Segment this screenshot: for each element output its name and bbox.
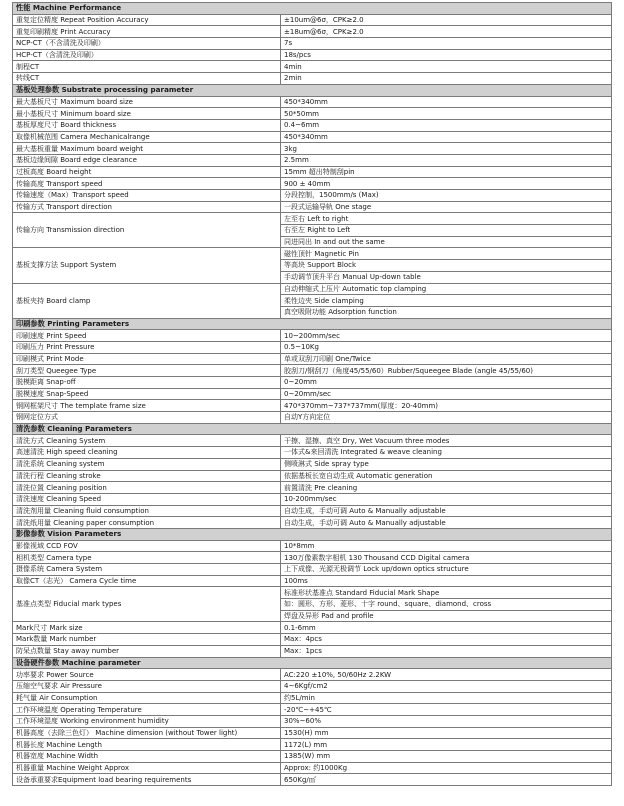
spec-label: 清洗纸用量 Cleaning paper consumption [13, 517, 281, 529]
spec-value: 0.1-6mm [281, 622, 612, 634]
spec-value: 标准形状基准点 Standard Fiducial Mark Shape [281, 587, 612, 599]
spec-value: 约5L/min [281, 692, 612, 704]
spec-row [13, 587, 612, 599]
spec-row [13, 119, 612, 131]
spec-value: 柔性边夹 Side clamping [281, 295, 612, 307]
spec-value: 干擦、湿擦、真空 Dry, Wet Vacuum three modes [281, 435, 612, 447]
spec-row [13, 330, 612, 342]
spec-value: 手动调节顶升平台 Manual Up-down table [281, 271, 612, 283]
spec-row [13, 645, 612, 657]
spec-row [13, 470, 612, 482]
spec-row [13, 190, 612, 202]
spec-label: Mark尺寸 Mark size [13, 622, 281, 634]
spec-label: 重复定位精度 Repeat Position Accuracy [13, 14, 281, 26]
spec-label: 脱模速度 Snap-Speed [13, 388, 281, 400]
spec-label: 转线CT [13, 73, 281, 85]
spec-row [13, 73, 612, 85]
spec-value: 等高块 Support Block [281, 260, 612, 272]
spec-label: 清洗系统 Cleaning system [13, 458, 281, 470]
spec-value: 自动伸缩式上压片 Automatic top clamping [281, 283, 612, 295]
spec-value: -20℃~+45℃ [281, 704, 612, 716]
spec-value: 450*340mm [281, 131, 612, 143]
spec-value: Max：1pcs [281, 645, 612, 657]
spec-label: 过板高度 Board height [13, 166, 281, 178]
section-header-row [13, 84, 612, 96]
section-header-row [13, 657, 612, 669]
spec-label: 脱模距离 Snap-off [13, 377, 281, 389]
spec-label: 制程CT [13, 61, 281, 73]
spec-value: 磁性顶针 Magnetic Pin [281, 248, 612, 260]
spec-row [13, 564, 612, 576]
spec-row [13, 715, 612, 727]
spec-label: 清洗速度 Cleaning Speed [13, 493, 281, 505]
spec-label: 传输高度 Transport speed [13, 178, 281, 190]
spec-value: 同进同出 In and out the same [281, 236, 612, 248]
section-header: 清洗参数 Cleaning Parameters [13, 423, 612, 435]
spec-row [13, 447, 612, 459]
spec-label: 刮刀类型 Queegee Type [13, 365, 281, 377]
spec-value: Max：4pcs [281, 634, 612, 646]
spec-value: 7s [281, 38, 612, 50]
spec-row [13, 400, 612, 412]
spec-label: 机器宽度 Machine Width [13, 751, 281, 763]
spec-label: 取像机械范围 Camera Mechanicalrange [13, 131, 281, 143]
spec-value: 一体式&来回清洗 Integrated & weave cleaning [281, 447, 612, 459]
spec-sheet [12, 2, 611, 786]
spec-value: 30%~60% [281, 715, 612, 727]
spec-label: 基板夹持 Board clamp [13, 283, 281, 318]
spec-label: 设备承重要求Equipment load bearing requirements [13, 774, 281, 786]
spec-row [13, 727, 612, 739]
spec-value: 一段式运输导轨 One stage [281, 201, 612, 213]
spec-row [13, 739, 612, 751]
spec-row [13, 517, 612, 529]
spec-row [13, 622, 612, 634]
spec-value: 450*340mm [281, 96, 612, 108]
spec-label: NCP-CT（不含清洗及印刷） [13, 38, 281, 50]
spec-row [13, 248, 612, 260]
section-header: 设备硬件参数 Machine parameter [13, 657, 612, 669]
spec-label: 传输速度（Max）Transport speed [13, 190, 281, 202]
spec-value: 1385(W) mm [281, 751, 612, 763]
spec-label: 印刷模式 Print Mode [13, 353, 281, 365]
spec-label: 工作环境温度 Operating Temperature [13, 704, 281, 716]
spec-value: 1530(H) mm [281, 727, 612, 739]
spec-row [13, 377, 612, 389]
spec-value: AC:220 ±10%, 50/60Hz 2.2KW [281, 669, 612, 681]
spec-row [13, 704, 612, 716]
spec-label: 基板支撑方法 Support System [13, 248, 281, 283]
spec-row [13, 96, 612, 108]
spec-label: 最大基板尺寸 Maximum board size [13, 96, 281, 108]
spec-value: 0.4~6mm [281, 119, 612, 131]
spec-value: 真空吸附功能 Adsorption function [281, 306, 612, 318]
spec-row [13, 634, 612, 646]
spec-value: 2.5mm [281, 154, 612, 166]
spec-row [13, 131, 612, 143]
section-header: 基板处理参数 Substrate processing parameter [13, 84, 612, 96]
spec-value: 10*8mm [281, 540, 612, 552]
spec-row [13, 575, 612, 587]
spec-label: 机器重量 Machine Weight Approx [13, 762, 281, 774]
spec-label: 钢网框架尺寸 The template frame size [13, 400, 281, 412]
spec-value: 自动生成，手动可调 Auto & Manually adjustable [281, 517, 612, 529]
spec-value: 单或双刮刀印刷 One/Twice [281, 353, 612, 365]
spec-label: 机器长度 Machine Length [13, 739, 281, 751]
spec-label: 印刷速度 Print Speed [13, 330, 281, 342]
spec-value: ±10um@6σ，CPK≥2.0 [281, 14, 612, 26]
spec-label: 高速清洗 High speed cleaning [13, 447, 281, 459]
spec-value: 50*50mm [281, 108, 612, 120]
spec-value: 0~20mm [281, 377, 612, 389]
spec-label: 最大基板重量 Maximum board weight [13, 143, 281, 155]
spec-row [13, 341, 612, 353]
spec-label: 压缩空气要求 Air Pressure [13, 680, 281, 692]
spec-label: 重复印刷精度 Print Accuracy [13, 26, 281, 38]
spec-value: 10~200mm/sec [281, 330, 612, 342]
spec-label: 摄像系统 Camera System [13, 564, 281, 576]
spec-label: 机器高度（去除三色灯） Machine dimension (without Tower light) [13, 727, 281, 739]
spec-row [13, 143, 612, 155]
spec-value: 1172(L) mm [281, 739, 612, 751]
spec-row [13, 353, 612, 365]
spec-value: 15mm 超出特制刮pin [281, 166, 612, 178]
spec-value: 侧喷淋式 Side spray type [281, 458, 612, 470]
spec-row [13, 108, 612, 120]
spec-label: Mark数量 Mark number [13, 634, 281, 646]
spec-value: Approx: 约1000Kg [281, 762, 612, 774]
spec-row [13, 26, 612, 38]
section-header-row [13, 528, 612, 540]
spec-label: 工作环境湿度 Working environment humidity [13, 715, 281, 727]
spec-label: 基准点类型 Fiducial mark types [13, 587, 281, 622]
spec-label: 功率要求 Power Source [13, 669, 281, 681]
spec-value: 依据基板长宽自动生成 Automatic generation [281, 470, 612, 482]
spec-value: 900 ± 40mm [281, 178, 612, 190]
spec-row [13, 283, 612, 295]
spec-table-body [13, 3, 612, 786]
spec-value: 前置清洗 Pre cleaning [281, 482, 612, 494]
spec-value: 左至右 Left to right [281, 213, 612, 225]
spec-value: ±18um@6σ，CPK≥2.0 [281, 26, 612, 38]
spec-row [13, 762, 612, 774]
spec-value: 右至左 Right to Left [281, 225, 612, 237]
spec-label: 影像视域 CCD FOV [13, 540, 281, 552]
spec-label: 印刷压力 Print Pressure [13, 341, 281, 353]
spec-value: 胶刮刀/钢刮刀（角度45/55/60）Rubber/Squeegee Blade (angle 45/55/60) [281, 365, 612, 377]
spec-row [13, 49, 612, 61]
spec-label: 清洗方式 Cleaning System [13, 435, 281, 447]
spec-value: 0~20mm/sec [281, 388, 612, 400]
spec-value: 自动Y方向定位 [281, 412, 612, 424]
section-header-row [13, 423, 612, 435]
spec-row [13, 388, 612, 400]
spec-row [13, 680, 612, 692]
spec-row [13, 166, 612, 178]
spec-label: 最小基板尺寸 Minimum board size [13, 108, 281, 120]
spec-label: 传输方式 Transport direction [13, 201, 281, 213]
spec-row [13, 493, 612, 505]
spec-value: 2min [281, 73, 612, 85]
spec-value: 上下成像、光源无极调节 Lock up/down optics structure [281, 564, 612, 576]
section-header-row [13, 318, 612, 330]
spec-label: 基板边缘间隙 Board edge clearance [13, 154, 281, 166]
spec-row [13, 774, 612, 786]
spec-value: 3kg [281, 143, 612, 155]
spec-row [13, 178, 612, 190]
spec-row [13, 458, 612, 470]
spec-value: 4~6Kgf/cm2 [281, 680, 612, 692]
spec-label: 钢网定位方式 [13, 412, 281, 424]
spec-label: 耗气量 Air Consumption [13, 692, 281, 704]
spec-row [13, 692, 612, 704]
spec-row [13, 365, 612, 377]
spec-value: 130万像素数字相机 130 Thousand CCD Digital camera [281, 552, 612, 564]
spec-row [13, 14, 612, 26]
spec-label: 基板厚度尺寸 Board thickness [13, 119, 281, 131]
spec-value: 如：圆形、方形、菱形、十字 round、square、diamond、cross [281, 599, 612, 611]
spec-value: 470*370mm~737*737mm(厚度：20-40mm) [281, 400, 612, 412]
spec-row [13, 435, 612, 447]
section-header: 影像参数 Vision Parameters [13, 528, 612, 540]
spec-row [13, 751, 612, 763]
spec-table [12, 2, 612, 786]
spec-value: 18s/pcs [281, 49, 612, 61]
spec-label: 传输方向 Transmission direction [13, 213, 281, 248]
spec-label: 相机类型 Camera type [13, 552, 281, 564]
spec-label: 清洗行程 Cleaning stroke [13, 470, 281, 482]
section-header: 性能 Machine Performance [13, 3, 612, 15]
spec-label: 防呆点数量 Stay away number [13, 645, 281, 657]
spec-value: 650Kg/㎡ [281, 774, 612, 786]
spec-label: HCP-CT（含清洗及印刷） [13, 49, 281, 61]
spec-row [13, 61, 612, 73]
section-header-row [13, 3, 612, 15]
spec-row [13, 505, 612, 517]
spec-row [13, 154, 612, 166]
spec-value: 分段控制，1500mm/s (Max) [281, 190, 612, 202]
spec-row [13, 482, 612, 494]
spec-row [13, 669, 612, 681]
spec-label: 清洗剂用量 Cleaning fluid consumption [13, 505, 281, 517]
spec-row [13, 540, 612, 552]
spec-row [13, 412, 612, 424]
spec-label: 取像CT（志光） Camera Cycle time [13, 575, 281, 587]
spec-label: 清洗位置 Cleaning position [13, 482, 281, 494]
spec-value: 焊盘及异形 Pad and profile [281, 610, 612, 622]
spec-value: 10-200mm/sec [281, 493, 612, 505]
spec-row [13, 38, 612, 50]
spec-value: 自动生成，手动可调 Auto & Manually adjustable [281, 505, 612, 517]
spec-row [13, 552, 612, 564]
spec-value: 4min [281, 61, 612, 73]
spec-value: 0.5~10Kg [281, 341, 612, 353]
spec-row [13, 201, 612, 213]
spec-row [13, 213, 612, 225]
section-header: 印刷参数 Printing Parameters [13, 318, 612, 330]
spec-value: 100ms [281, 575, 612, 587]
